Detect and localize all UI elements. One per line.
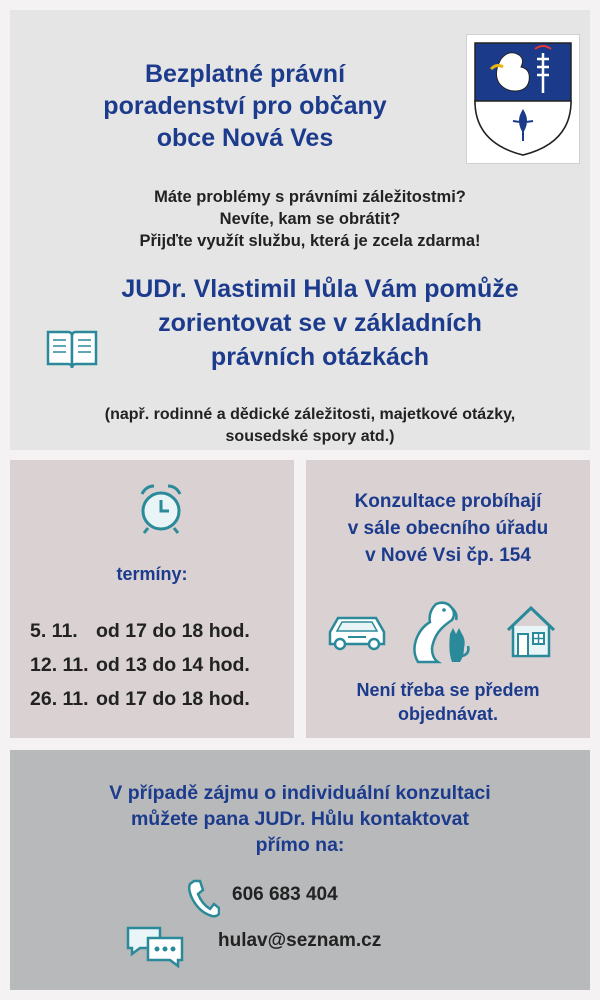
venue-line: v sále obecního úřadu (347, 518, 549, 539)
venue-panel (306, 460, 590, 738)
contact-panel (10, 750, 590, 990)
questions (70, 186, 550, 252)
coat-of-arms-icon (471, 39, 575, 159)
dates-list (30, 614, 294, 716)
car-icon (324, 610, 390, 659)
examples-note (30, 404, 590, 448)
note-line: objednávat. (397, 704, 499, 724)
page-title (80, 58, 410, 154)
title-line: poradenství pro občany (103, 92, 387, 120)
list-item (30, 682, 294, 716)
date: 5. 11. (30, 620, 78, 642)
phone-icon (186, 878, 220, 923)
intro-line: právních otázkách (210, 343, 430, 371)
list-item (30, 648, 294, 682)
phone-number[interactable]: 606 683 404 (232, 884, 338, 905)
list-item (30, 614, 294, 648)
question-line: Máte problémy s právními záležitostmi? (154, 188, 466, 206)
municipal-coat-of-arms (466, 34, 580, 164)
intro-panel (10, 10, 590, 450)
date: 12. 11. (30, 654, 89, 676)
venue-text (306, 488, 590, 569)
intro-line: zorientovat se v základních (158, 309, 482, 337)
dog-and-cat-icon (410, 598, 472, 669)
contact-line: V případě zájmu o individuální konzultaci (109, 782, 491, 804)
contact-intro (50, 780, 550, 858)
time: od 17 do 18 hod. (96, 688, 250, 710)
venue-line: Konzultace probíhají (354, 491, 542, 512)
no-booking-note (306, 678, 590, 726)
question-line: Přijďte využít službu, která je zcela zdarma! (139, 232, 481, 250)
dates-panel (10, 460, 294, 738)
contact-line: můžete pana JUDr. Hůlu kontaktovat (130, 808, 470, 830)
intro-heading (70, 272, 570, 374)
intro-line: JUDr. Vlastimil Hůla Vám pomůže (121, 275, 519, 303)
examples-line: sousedské spory atd.) (225, 428, 395, 445)
alarm-clock-icon (138, 482, 184, 541)
examples-line: (např. rodinné a dědické záležitosti, majetkové otázky, (104, 406, 516, 423)
house-icon (502, 602, 560, 665)
title-line: Bezplatné právní (144, 60, 346, 88)
time: od 13 do 14 hod. (96, 654, 250, 676)
dates-label: termíny: (116, 564, 188, 584)
date: 26. 11. (30, 688, 89, 710)
time: od 17 do 18 hod. (96, 620, 250, 642)
title-line: obce Nová Ves (156, 124, 334, 152)
note-line: Není třeba se předem (356, 680, 540, 700)
contact-line: přímo na: (255, 834, 345, 856)
venue-line: v Nové Vsi čp. 154 (365, 545, 531, 566)
question-line: Nevíte, kam se obrátit? (219, 210, 401, 228)
chat-bubbles-icon (124, 924, 186, 973)
email-address[interactable]: hulav@seznam.cz (218, 930, 382, 951)
